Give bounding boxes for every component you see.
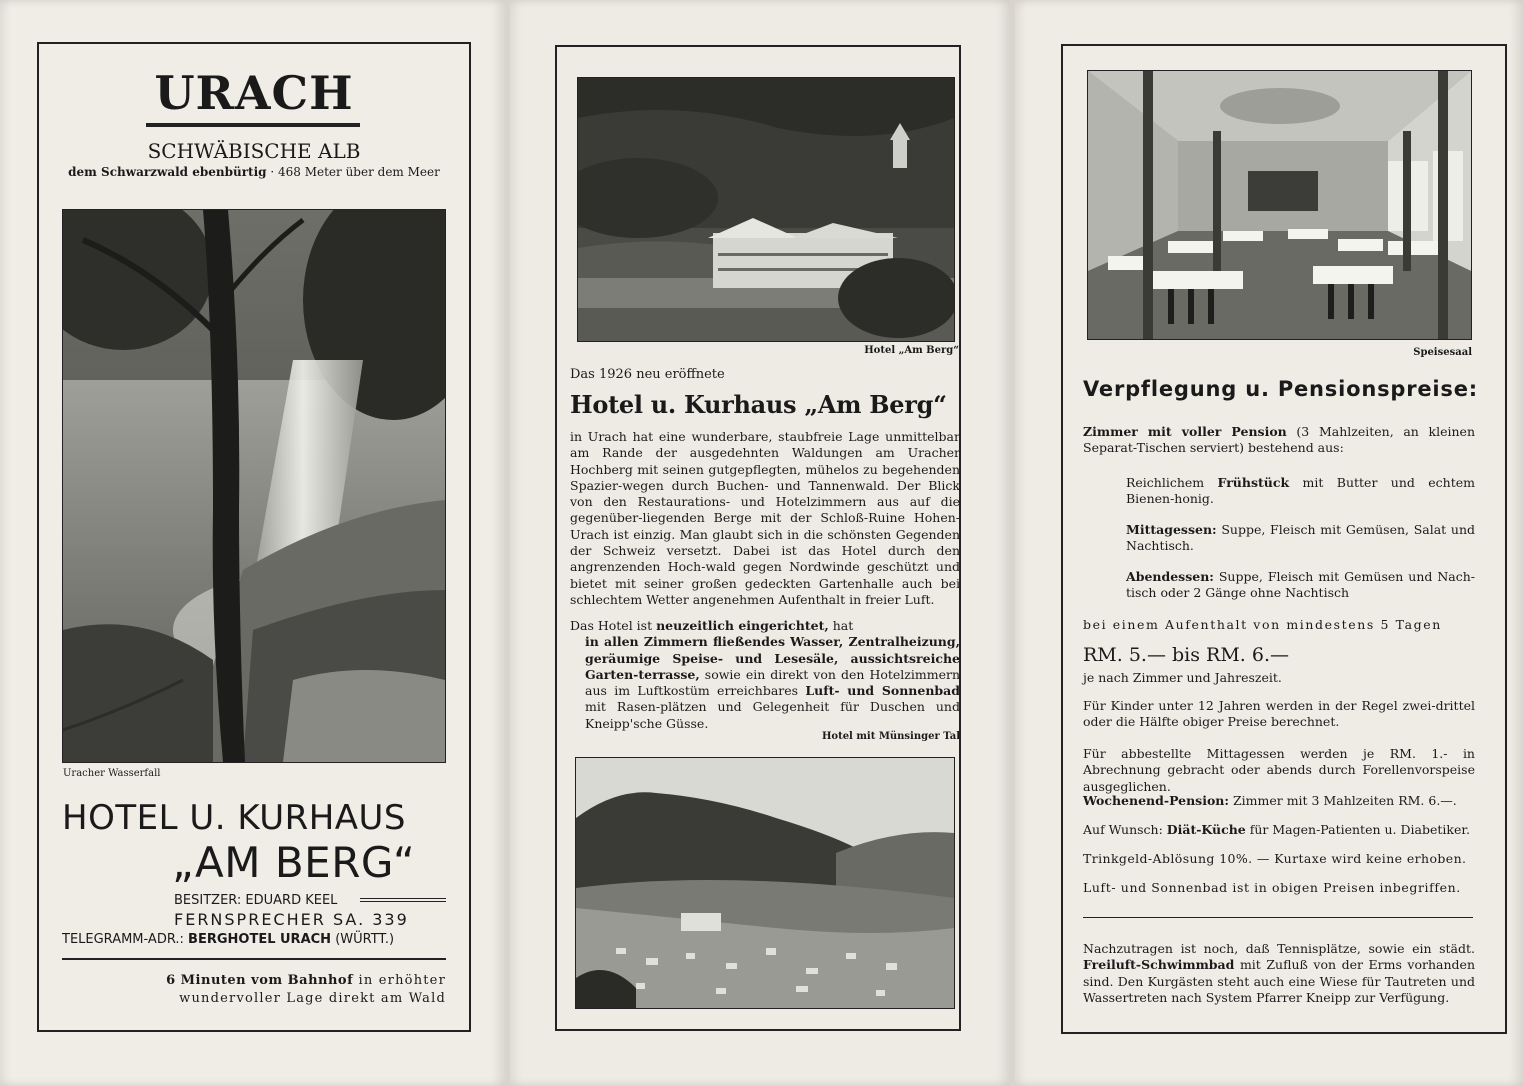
- footer-line2: wundervoller Lage direkt am Wald: [179, 991, 446, 1006]
- addendum-rest: mit Zufluß von der Erms vorhanden sind. Den Kurgästen steht auch eine Wiese für Tautreten und Wassertreten nach System Pfarrer Kneipp zur Verfügung.: [1083, 957, 1475, 1005]
- phone-line: FERNSPRECHER SA. 339: [174, 910, 409, 929]
- telegram-suffix: (WÜRTT.): [331, 932, 395, 947]
- intro-line: Das 1926 neu eröffnete: [570, 367, 725, 382]
- full-board-text: [1083, 424, 1475, 457]
- lunch-bold: Mittagessen:: [1126, 522, 1217, 537]
- brochure-cover-panel: [0, 0, 505, 1086]
- description-paragraph: in Urach hat eine wunderbare, staubfreie Lage unmittelbar am Rande der ausgedehnten Waldungen am Uracher Hochberg mit seinen gutgepflegten, mühelos zu begehenden Spazier-wegen durch Buchen- und Tannenwald. Der Blick von den Restaurations- und Hotelzimmern aus auf die gegenüber-liegenden Berge mit der Schloß-Ruine Hohen-Urach ist einzig. Man glaubt sich in die schönsten Gegenden der Schweiz versetzt. Dabei ist das Hotel durch den angrenzenden Hoch-wald gegen Nordwinde geschützt und bietet mit seiner großen gedeckten Gartenhalle auch bei schlechtem Wetter angenehmen Aufenthalt in freier Luft.: [570, 429, 960, 607]
- cancelled-lunch-text: Für abbestellte Mittagessen werden je RM. 1.- in Abrechnung gebracht oder abends durch Forellenvorspeise ausgeglichen.: [1083, 746, 1475, 794]
- brochure-middle-panel: [510, 0, 1010, 1086]
- footer-line1: [62, 972, 446, 990]
- amenities-paragraph: [570, 618, 960, 732]
- amenities-rest2: mit Rasen-plätzen und Gelegenheit für Duschen und Kneipp'sche Güsse.: [585, 699, 960, 731]
- addendum-text: [1083, 941, 1475, 1006]
- owner-rule: [360, 898, 446, 902]
- addendum-bold: Freiluft-Schwimmbad: [1083, 957, 1235, 973]
- dining-hall-photo: [1087, 70, 1472, 340]
- title-underline: [146, 123, 360, 127]
- lunch-rest: Suppe, Fleisch mit Gemüsen, Salat und Nachtisch.: [1126, 522, 1475, 554]
- footer-bold: 6 Minuten vom Bahnhof: [166, 973, 354, 988]
- hotel-name-line1: HOTEL U. KURHAUS: [62, 798, 407, 838]
- valley-photo-caption: Hotel mit Münsinger Tal: [821, 731, 960, 742]
- telegram-label: TELEGRAMM-ADR.:: [62, 932, 189, 947]
- breakfast-bold: Frühstück: [1217, 475, 1290, 490]
- dining-hall-caption: Speisesaal: [1413, 347, 1472, 358]
- amenities-rest1: sowie ein direkt von den Hotelzimmern aus im Luftkostüm erreichbares: [585, 666, 960, 699]
- diet-text: [1083, 822, 1475, 838]
- tagline-bold: dem Schwarzwald ebenbürtig: [68, 165, 267, 179]
- diet-bold: Diät-Küche: [1166, 822, 1246, 837]
- amenities-mid: hat: [828, 618, 854, 633]
- weekend-rest: Zimmer mit 3 Mahlzeiten RM. 6.—.: [1229, 793, 1457, 808]
- price-range: RM. 5.— bis RM. 6.—: [1083, 644, 1290, 666]
- diet-pre: Auf Wunsch:: [1083, 822, 1167, 837]
- full-board-bold: Zimmer mit voller Pension: [1083, 424, 1287, 439]
- amenities-bold3: Luft- und Sonnenbad: [805, 683, 960, 699]
- lunch-text: [1126, 522, 1475, 555]
- addendum-pre: Nachzutragen ist noch, daß Tennisplätze, sowie ein städt.: [1083, 941, 1475, 956]
- breakfast-rest: mit Butter und echtem Bienen-honig.: [1126, 475, 1476, 507]
- prices-heading: Verpflegung u. Pensionspreise:: [1083, 377, 1478, 401]
- waterfall-caption: Uracher Wasserfall: [63, 768, 161, 779]
- weekend-bold: Wochenend-Pension:: [1083, 793, 1229, 808]
- cover-footer: [62, 972, 446, 1008]
- cover-title: URACH: [154, 66, 354, 120]
- waterfall-photo: [62, 209, 446, 763]
- breakfast-text: [1126, 475, 1475, 508]
- diet-rest: für Magen-Patienten u. Diabetiker.: [1245, 822, 1470, 837]
- amenities-indent: [570, 634, 960, 732]
- price-note: je nach Zimmer und Jahreszeit.: [1083, 670, 1282, 685]
- dinner-text: [1126, 569, 1475, 602]
- tip-text: Trinkgeld-Ablösung 10%. — Kurtaxe wird keine erhoben.: [1083, 851, 1467, 866]
- cover-subtitle: SCHWÄBISCHE ALB: [147, 139, 361, 163]
- dinner-rest: Suppe, Fleisch mit Gemüsen und Nach-tisch oder 2 Gänge ohne Nachtisch: [1126, 569, 1475, 601]
- hotel-photo-caption: Hotel „Am Berg“: [864, 345, 959, 356]
- telegram-line: [62, 932, 394, 947]
- children-text: Für Kinder unter 12 Jahren werden in der Regel zwei-drittel oder die Hälfte obiger Preise berechnet.: [1083, 698, 1475, 730]
- sunbath-text: Luft- und Sonnenbad ist in obigen Preisen inbegriffen.: [1083, 880, 1461, 895]
- tagline-rest: · 468 Meter über dem Meer: [266, 165, 440, 179]
- amenities-bold1: neuzeitlich eingerichtet,: [656, 618, 829, 633]
- amenities-start: Das Hotel ist: [570, 618, 657, 633]
- min-stay-text: bei einem Aufenthalt von mindestens 5 Tagen: [1083, 617, 1442, 632]
- middle-heading: Hotel u. Kurhaus „Am Berg“: [570, 390, 947, 419]
- footer-rest: in erhöhter: [353, 973, 446, 988]
- amenities-bold2: in allen Zimmern fließendes Wasser, Zentralheizung, geräumige Speise- und Lesesäle, aussichtsreiche Garten-terrasse,: [585, 634, 960, 682]
- full-board-rest: (3 Mahlzeiten, an kleinen Separat-Tischen serviert) bestehend aus:: [1083, 424, 1475, 456]
- dinner-bold: Abendessen:: [1126, 569, 1214, 584]
- brochure-prices-panel: [1015, 0, 1523, 1086]
- hotel-name-line2: „AM BERG“: [172, 838, 416, 887]
- valley-photo: [575, 757, 955, 1009]
- hotel-photo: [577, 77, 955, 342]
- owner-line: BESITZER: EDUARD KEEL: [174, 893, 338, 908]
- cover-divider: [62, 958, 446, 960]
- prices-divider: [1083, 917, 1473, 918]
- telegram-value: BERGHOTEL URACH: [188, 932, 332, 947]
- cover-tagline: [37, 165, 471, 179]
- breakfast-pre: Reichlichem: [1126, 475, 1218, 490]
- weekend-text: [1083, 793, 1475, 809]
